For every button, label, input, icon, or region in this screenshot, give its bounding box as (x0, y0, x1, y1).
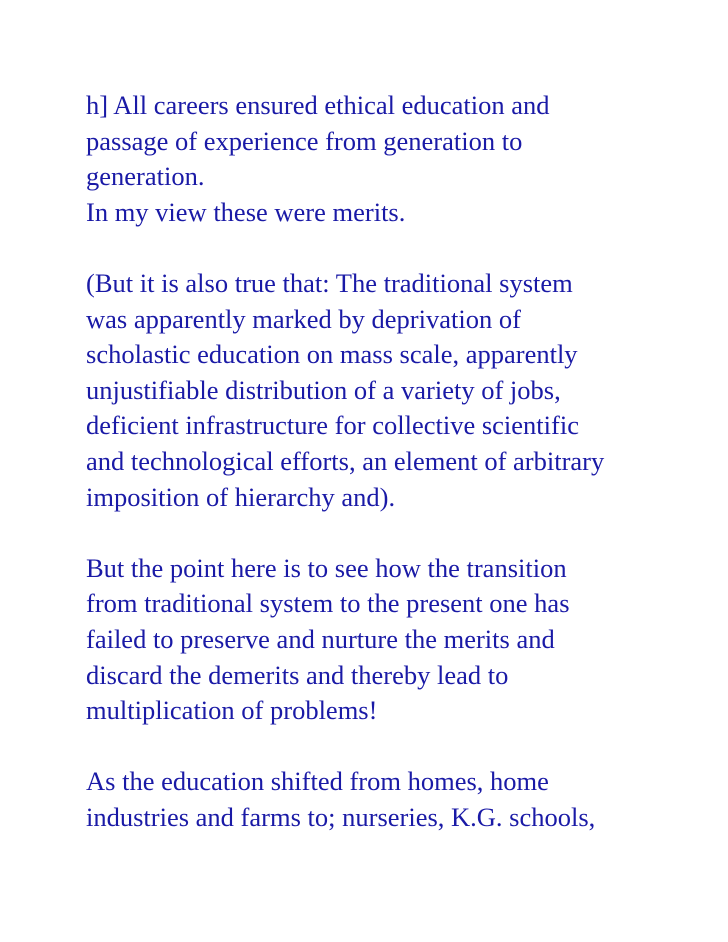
paragraph-gap (86, 515, 716, 551)
text-line: discard the demerits and thereby lead to (86, 659, 509, 690)
text-line: from traditional system to the present one has (86, 588, 570, 619)
text-line: failed to preserve and nurture the merits and (86, 623, 555, 654)
text-line: unjustifiable distribution of a variety of jobs, (86, 374, 561, 405)
text-line: h] All careers ensured ethical education and (86, 90, 550, 120)
text-line: In my view these were merits. (86, 196, 406, 227)
text-line: and technological efforts, an element of arbitrary (86, 445, 605, 476)
text-line: passage of experience from generation to (86, 125, 523, 156)
text-line: (But it is also true that: The traditional system (86, 267, 573, 298)
document-page (86, 88, 716, 835)
text-line: As the education shifted from homes, home (86, 766, 549, 797)
paragraph-merits (86, 88, 716, 230)
text-line: was apparently marked by deprivation of (86, 303, 521, 334)
paragraph-gap (86, 230, 716, 266)
text-line: scholastic education on mass scale, apparently (86, 339, 578, 370)
paragraph-education-shift (86, 764, 716, 835)
text-line: But the point here is to see how the transition (86, 552, 567, 583)
paragraph-gap (86, 729, 716, 765)
paragraph-transition (86, 551, 716, 729)
text-line: imposition of hierarchy and). (86, 481, 396, 512)
text-line: industries and farms to; nurseries, K.G. schools, (86, 801, 596, 832)
text-line: multiplication of problems! (86, 695, 378, 726)
paragraph-demerits (86, 266, 716, 515)
text-line: deficient infrastructure for collective scientific (86, 410, 579, 441)
text-line: generation. (86, 161, 205, 192)
